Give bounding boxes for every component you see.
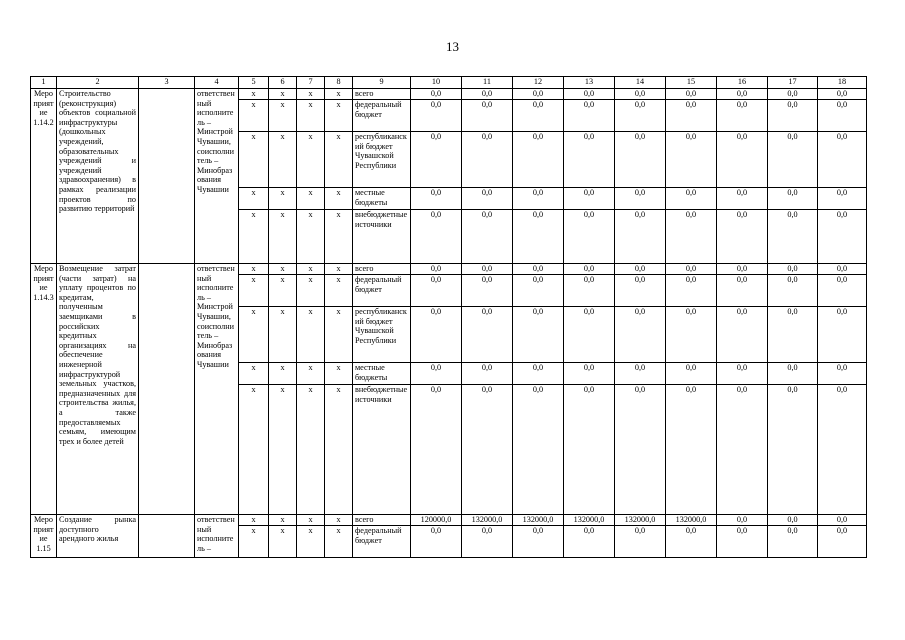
funding-value: 0,0 [615,188,666,210]
column-number: 10 [411,77,462,89]
funding-value: 0,0 [513,526,564,558]
funding-value: 0,0 [462,89,513,100]
budget-code-mark: x [239,188,269,210]
funding-table [30,76,867,558]
funding-source: всего [353,89,411,100]
funding-value: 0,0 [462,526,513,558]
funding-value: 0,0 [615,132,666,188]
budget-code-mark: x [297,264,325,275]
funding-value: 0,0 [462,307,513,363]
budget-code-mark: x [239,275,269,307]
budget-code-mark: x [325,132,353,188]
budget-code-mark: x [239,264,269,275]
table-row [31,89,867,100]
funding-value: 0,0 [513,132,564,188]
funding-value: 0,0 [615,210,666,264]
budget-code-mark: x [239,100,269,132]
column-number: 13 [564,77,615,89]
funding-value: 0,0 [818,132,867,188]
budget-code-mark: x [239,210,269,264]
funding-value: 132000,0 [564,515,615,526]
budget-code-mark: x [297,132,325,188]
budget-code-mark: x [269,89,297,100]
budget-code-mark: x [239,89,269,100]
budget-code-mark: x [269,526,297,558]
funding-value: 132000,0 [462,515,513,526]
funding-value: 0,0 [564,275,615,307]
funding-value: 0,0 [513,264,564,275]
funding-value: 0,0 [615,264,666,275]
funding-value: 0,0 [564,526,615,558]
budget-code-mark: x [239,526,269,558]
funding-value: 0,0 [513,100,564,132]
funding-value: 132000,0 [615,515,666,526]
funding-value: 0,0 [666,363,717,385]
funding-value: 0,0 [411,100,462,132]
funding-value: 0,0 [717,275,768,307]
column-number: 3 [139,77,195,89]
budget-code-mark: x [297,363,325,385]
budget-code-mark: x [239,132,269,188]
funding-value: 0,0 [768,307,818,363]
funding-value: 0,0 [768,264,818,275]
budget-code-mark: x [269,307,297,363]
funding-value: 0,0 [717,132,768,188]
funding-value: 0,0 [564,385,615,515]
funding-value: 0,0 [666,307,717,363]
budget-code-mark: x [297,275,325,307]
column-number: 17 [768,77,818,89]
funding-value: 0,0 [717,515,768,526]
budget-code-mark: x [325,264,353,275]
funding-value: 0,0 [411,264,462,275]
funding-value: 132000,0 [666,515,717,526]
funding-value: 0,0 [564,363,615,385]
deadline-cell [139,264,195,515]
budget-code-mark: x [269,100,297,132]
funding-value: 0,0 [513,307,564,363]
funding-value: 0,0 [666,100,717,132]
budget-code-mark: x [269,264,297,275]
budget-code-mark: x [325,100,353,132]
budget-code-mark: x [325,275,353,307]
budget-code-mark: x [269,363,297,385]
budget-code-mark: x [325,526,353,558]
funding-value: 0,0 [615,307,666,363]
funding-value: 0,0 [513,385,564,515]
responsible-executor: ответственный исполнитель – Минстрой Чувашии, соисполнитель – Минобразования Чувашии [195,264,239,515]
column-number: 5 [239,77,269,89]
budget-code-mark: x [325,210,353,264]
budget-code-mark: x [239,515,269,526]
funding-value: 0,0 [768,89,818,100]
budget-code-mark: x [269,132,297,188]
funding-value: 0,0 [818,363,867,385]
funding-value: 0,0 [717,210,768,264]
measure-name: Возмещение затрат (части затрат) на уплату процентов по кредитам, полученным заемщиками в российских кредитных организациях на обеспечение инженерной инфраструктурой земельных участков, предназначенных для строительства жилья, а также предоставляемых семьям, имеющим трех и более детей [57,264,139,515]
funding-value: 0,0 [666,275,717,307]
funding-value: 0,0 [564,132,615,188]
funding-value: 0,0 [818,264,867,275]
budget-code-mark: x [297,188,325,210]
funding-value: 0,0 [768,210,818,264]
funding-value: 0,0 [411,526,462,558]
funding-value: 132000,0 [513,515,564,526]
funding-source: республиканский бюджет Чувашской Республики [353,307,411,363]
funding-value: 0,0 [564,210,615,264]
budget-code-mark: x [297,526,325,558]
measure-code: Мероприятие 1.15 [31,515,57,558]
funding-value: 0,0 [615,100,666,132]
funding-value: 0,0 [513,363,564,385]
funding-value: 0,0 [717,264,768,275]
funding-value: 0,0 [462,188,513,210]
funding-value: 0,0 [513,210,564,264]
funding-source: местные бюджеты [353,188,411,210]
budget-code-mark: x [269,385,297,515]
funding-source: всего [353,264,411,275]
funding-value: 0,0 [768,526,818,558]
column-number: 9 [353,77,411,89]
budget-code-mark: x [325,385,353,515]
funding-source: республиканский бюджет Чувашской Республики [353,132,411,188]
budget-code-mark: x [239,363,269,385]
funding-value: 0,0 [462,210,513,264]
column-number: 8 [325,77,353,89]
funding-value: 0,0 [666,132,717,188]
column-number: 11 [462,77,513,89]
funding-value: 0,0 [564,307,615,363]
responsible-executor: ответственный исполнитель – Минстрой Чувашии, соисполнитель – Минобразования Чувашии [195,89,239,264]
deadline-cell [139,515,195,558]
table-row [31,515,867,526]
funding-value: 0,0 [462,385,513,515]
funding-value: 0,0 [411,307,462,363]
funding-value: 0,0 [818,385,867,515]
funding-value: 0,0 [615,275,666,307]
funding-value: 0,0 [411,89,462,100]
funding-value: 0,0 [666,526,717,558]
budget-code-mark: x [297,89,325,100]
funding-value: 0,0 [818,210,867,264]
budget-code-mark: x [325,515,353,526]
funding-value: 0,0 [615,526,666,558]
funding-value: 0,0 [666,89,717,100]
budget-code-mark: x [297,210,325,264]
funding-value: 0,0 [818,515,867,526]
funding-value: 0,0 [513,188,564,210]
funding-value: 0,0 [615,89,666,100]
funding-value: 0,0 [462,264,513,275]
funding-value: 0,0 [666,264,717,275]
measure-code: Мероприятие 1.14.2 [31,89,57,264]
column-number: 14 [615,77,666,89]
column-number: 18 [818,77,867,89]
funding-value: 0,0 [462,275,513,307]
funding-value: 0,0 [717,363,768,385]
budget-code-mark: x [297,515,325,526]
page-number: 13 [446,39,459,54]
responsible-executor: ответственный исполнитель – [195,515,239,558]
funding-source: федеральный бюджет [353,526,411,558]
funding-value: 0,0 [818,275,867,307]
funding-value: 0,0 [564,100,615,132]
funding-value: 120000,0 [411,515,462,526]
column-number: 16 [717,77,768,89]
funding-source: местные бюджеты [353,363,411,385]
funding-value: 0,0 [717,188,768,210]
budget-code-mark: x [297,307,325,363]
column-number: 7 [297,77,325,89]
budget-code-mark: x [239,307,269,363]
funding-value: 0,0 [768,363,818,385]
funding-value: 0,0 [615,363,666,385]
funding-value: 0,0 [513,89,564,100]
funding-source: всего [353,515,411,526]
funding-source: внебюджетные источники [353,210,411,264]
funding-value: 0,0 [513,275,564,307]
funding-value: 0,0 [717,385,768,515]
funding-value: 0,0 [411,210,462,264]
funding-value: 0,0 [462,363,513,385]
funding-value: 0,0 [411,385,462,515]
measure-name: Строительство (реконструкция) объектов социальной инфраструктуры (дошкольных учреждений, образовательных учреждений и учреждений здравоохранения) в рамках реализации проектов по развитию территорий [57,89,139,264]
funding-value: 0,0 [717,100,768,132]
funding-value: 0,0 [564,188,615,210]
budget-code-mark: x [325,363,353,385]
funding-value: 0,0 [768,275,818,307]
funding-value: 0,0 [411,132,462,188]
column-number: 12 [513,77,564,89]
funding-value: 0,0 [411,188,462,210]
funding-value: 0,0 [411,363,462,385]
funding-value: 0,0 [768,132,818,188]
column-number: 4 [195,77,239,89]
budget-code-mark: x [269,188,297,210]
table-row [31,264,867,275]
funding-value: 0,0 [768,188,818,210]
funding-value: 0,0 [564,264,615,275]
funding-value: 0,0 [717,526,768,558]
funding-value: 0,0 [818,526,867,558]
funding-value: 0,0 [666,210,717,264]
column-number-row [31,77,867,89]
funding-source: внебюджетные источники [353,385,411,515]
funding-value: 0,0 [768,515,818,526]
budget-code-mark: x [269,275,297,307]
column-number: 15 [666,77,717,89]
funding-value: 0,0 [717,307,768,363]
funding-value: 0,0 [818,307,867,363]
funding-value: 0,0 [818,100,867,132]
funding-value: 0,0 [717,89,768,100]
funding-value: 0,0 [615,385,666,515]
funding-source: федеральный бюджет [353,100,411,132]
budget-code-mark: x [325,307,353,363]
funding-value: 0,0 [768,100,818,132]
budget-code-mark: x [269,210,297,264]
measure-code: Мероприятие 1.14.3 [31,264,57,515]
funding-source: федеральный бюджет [353,275,411,307]
funding-value: 0,0 [462,132,513,188]
budget-code-mark: x [297,100,325,132]
budget-code-mark: x [325,188,353,210]
funding-value: 0,0 [666,188,717,210]
budget-code-mark: x [297,385,325,515]
measure-name: Создание рынка доступного арендного жилья [57,515,139,558]
budget-code-mark: x [239,385,269,515]
column-number: 1 [31,77,57,89]
budget-code-mark: x [269,515,297,526]
funding-value: 0,0 [564,89,615,100]
deadline-cell [139,89,195,264]
funding-value: 0,0 [818,89,867,100]
column-number: 6 [269,77,297,89]
funding-value: 0,0 [818,188,867,210]
budget-code-mark: x [325,89,353,100]
funding-value: 0,0 [462,100,513,132]
funding-value: 0,0 [768,385,818,515]
funding-value: 0,0 [666,385,717,515]
column-number: 2 [57,77,139,89]
funding-value: 0,0 [411,275,462,307]
